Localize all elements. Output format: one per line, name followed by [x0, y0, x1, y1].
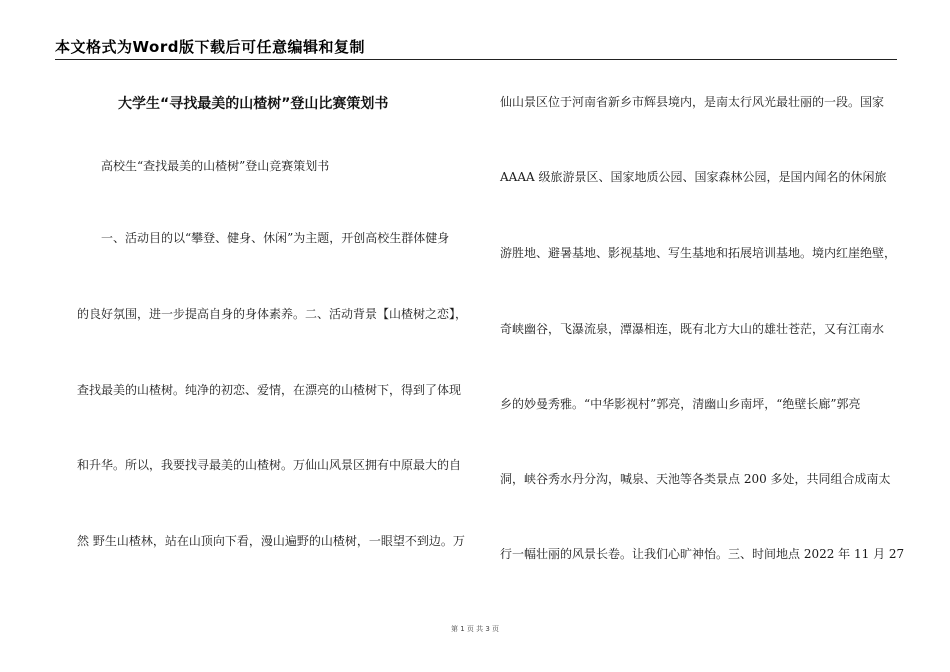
body-line: AAAA 级旅游景区、国家地质公园、国家森林公园，是国内闻名的休闲旅 [500, 170, 887, 184]
body-line: 查找最美的山楂树。纯净的初恋、爱情，在漂亮的山楂树下，得到了体现 [77, 383, 462, 397]
body-line: 洞，峡谷秀水丹分沟，喊泉、天池等各类景点 200 多处，共同组合成南太 [500, 472, 891, 486]
page-number: 第 1 页 共 3 页 [450, 625, 500, 633]
subtitle-line: 高校生“查找最美的山楂树”登山竞赛策划书 [101, 159, 330, 173]
body-line: 乡的妙曼秀雅。“中华影视村”郭亮，清幽山乡南坪，“绝壁长廊”郭亮 [500, 397, 861, 411]
body-line: 仙山景区位于河南省新乡市辉县境内，是南太行风光最壮丽的一段。国家 [500, 95, 885, 109]
body-line: 的良好氛围，进一步提高自身的身体素养。二、活动背景【山楂树之恋】， [77, 307, 468, 321]
document-banner: 本文格式为Word版下载后可任意编辑和复制 [55, 38, 365, 56]
body-line: 奇峡幽谷，飞瀑流泉，潭瀑相连，既有北方大山的雄壮苍茫，又有江南水 [500, 322, 885, 336]
document-title: 大学生“寻找最美的山楂树”登山比赛策划书 [118, 96, 389, 112]
body-line: 和升华。所以，我要找寻最美的山楂树。万仙山风景区拥有中原最大的自 [77, 458, 462, 472]
banner-divider [55, 59, 897, 60]
body-line: 然 野生山楂林，站在山顶向下看，漫山遍野的山楂树，一眼望不到边。万 [77, 534, 465, 548]
body-line: 一、活动目的以“攀登、健身、休闲”为主题，开创高校生群体健身 [101, 231, 450, 245]
body-line: 游胜地、避暑基地、影视基地、写生基地和拓展培训基地。境内红崖绝壁， [500, 246, 897, 260]
body-line: 行一幅壮丽的风景长卷。让我们心旷神怡。三、时间地点 2022 年 11 月 27 [500, 547, 905, 561]
